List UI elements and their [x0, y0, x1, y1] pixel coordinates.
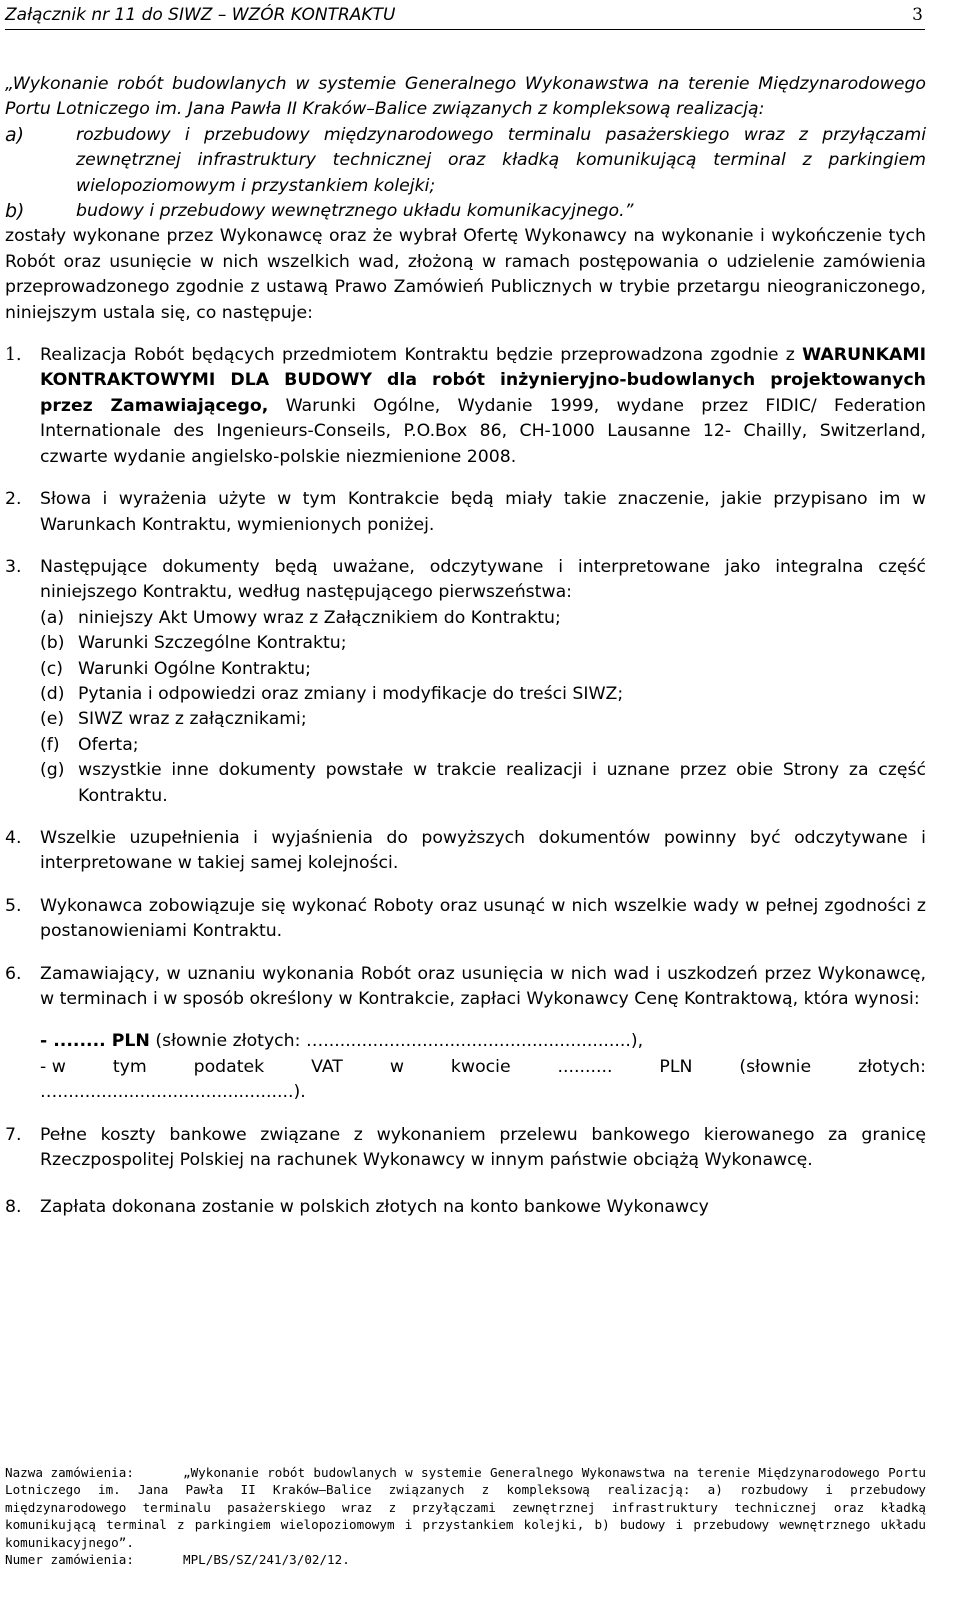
section-4: [5, 826, 926, 877]
section-1-pre: Realizacja Robót będących przedmiotem Kontraktu będzie przeprowadzona zgodnie z: [40, 345, 803, 366]
vat-word: (słownie: [739, 1056, 812, 1077]
section-number: 7.: [5, 1124, 22, 1145]
price-amount: - ........ PLN: [40, 1031, 150, 1052]
document-body: [5, 72, 926, 1221]
list-item-text: Warunki Szczególne Kontraktu;: [78, 633, 347, 654]
price-words: (słownie złotych: …........................................................),: [149, 1031, 644, 1052]
footer-name-text: „Wykonanie robót budowlanych w systemie Generalnego Wykonawstwa na terenie Międzynarodowego Portu Lotniczego im. Jana Pawła II Kraków–Balice związanych z kompleksową realizacją: a) rozbudowy i przebudowy międzynarodowego terminalu pasażerskiego wraz z przyłączami zewnętrznej infrastruktury technicznej oraz kładką komunikującą terminal z parkingiem wielopoziomowym i przystankiem kolejki, b) budowy i przebudowy wewnętrznego układu komunikacyjnego”.: [5, 1465, 926, 1550]
list-item-label: (d): [40, 683, 65, 704]
section-5: [5, 894, 926, 945]
list-item: [40, 606, 926, 631]
vat-word: w: [389, 1056, 404, 1077]
footer-order-name: [5, 1464, 926, 1551]
page-footer: [5, 1464, 926, 1568]
section-7: [5, 1123, 926, 1174]
footer-order-number: [5, 1551, 926, 1568]
list-item-text: Oferta;: [78, 734, 139, 755]
section-text: Zapłata dokonana zostanie w polskich złotych na konto bankowe Wykonawcy: [40, 1197, 709, 1218]
vat-words-line: …...........................................).: [40, 1082, 306, 1103]
list-item-label: (c): [40, 658, 63, 679]
vat-word: VAT: [311, 1056, 343, 1077]
document-precedence-list: [40, 606, 926, 809]
scope-list: [5, 123, 926, 225]
scope-item-text: rozbudowy i przebudowy międzynarodowego terminalu pasażerskiego wraz z przyłączami zewnętrznej infrastruktury technicznej oraz kładką komunikującą terminal z parkingiem wielopoziomowym i przystankiem kolejki;: [76, 124, 926, 196]
footer-number-value: MPL/BS/SZ/241/3/02/12.: [183, 1552, 350, 1568]
price-block: [5, 1029, 926, 1105]
list-item-label: (b): [40, 633, 65, 654]
scope-item-label: a): [5, 123, 25, 146]
list-item: [40, 682, 926, 707]
vat-word: złotych:: [858, 1056, 926, 1077]
section-text: Wszelkie uzupełnienia i wyjaśnienia do powyższych dokumentów powinny być odczytywane i interpretowane w takiej samej kolejności.: [40, 827, 926, 874]
list-item-text: Warunki Ogólne Kontraktu;: [78, 658, 311, 679]
footer-name-label: Nazwa zamówienia:: [5, 1465, 134, 1480]
section-number: 2.: [5, 489, 22, 510]
page-number: 3: [912, 5, 923, 25]
list-item-label: (e): [40, 709, 65, 730]
scope-item-label: b): [5, 200, 25, 223]
footer-number-label: Numer zamówienia:: [5, 1552, 134, 1568]
section-number: 6.: [5, 963, 22, 984]
price-line: [40, 1029, 926, 1054]
section-text: Zamawiający, w uznaniu wykonania Robót oraz usunięcia w nich wad i uszkodzeń przez Wykonawcę, w terminach i w sposób określony w Kontrakcie, zapłaci Wykonawcy Cenę Kontraktową, która wynosi:: [40, 963, 926, 1009]
section-text: Pełne koszty bankowe związane z wykonaniem przelewu bankowego kierowanego za granicę Rzeczpospolitej Polskiej na rachunek Wykonawcy w innym państwie obciążą Wykonawcę.: [40, 1124, 926, 1171]
section-2: [5, 487, 926, 538]
section-number: 3.: [5, 556, 22, 577]
section-6: [5, 962, 926, 1013]
vat-line: [40, 1055, 926, 1080]
vat-word: podatek: [193, 1056, 265, 1077]
list-item-text: Pytania i odpowiedzi oraz zmiany i modyfikacje do treści SIWZ;: [78, 683, 624, 704]
section-1-bold: WARUNKAMI KONTRAKTOWYMI DLA BUDOWY dla robót inżynieryjno-budowlanych projektowanych przez Zamawiającego,: [40, 345, 926, 416]
list-item-label: (a): [40, 607, 65, 628]
section-3: [5, 555, 926, 809]
list-item-label: (f): [40, 734, 60, 755]
section-number: 1.: [5, 345, 22, 366]
vat-word: ..........: [557, 1056, 613, 1077]
vat-word: PLN: [659, 1056, 693, 1077]
list-item-text: niniejszy Akt Umowy wraz z Załącznikiem do Kontraktu;: [78, 607, 561, 628]
list-item-label: (g): [40, 760, 65, 781]
section-number: 8.: [5, 1197, 22, 1218]
scope-item-a: [5, 123, 926, 199]
list-item: [40, 758, 926, 809]
list-item: [40, 733, 926, 758]
section-1: [5, 343, 926, 470]
scope-item-b: [5, 199, 926, 224]
section-text: Wykonawca zobowiązuje się wykonać Roboty oraz usunąć w nich wszelkie wady w pełnej zgodności z postanowieniami Kontraktu.: [40, 895, 926, 942]
list-item: [40, 657, 926, 682]
list-item: [40, 631, 926, 656]
header-title: Załącznik nr 11 do SIWZ – WZÓR KONTRAKTU: [5, 5, 396, 25]
contract-title: „Wykonanie robót budowlanych w systemie Generalnego Wykonawstwa na terenie Międzynarodowego Portu Lotniczego im. Jana Pawła II Kraków–Balice związanych z kompleksową realizacją:: [5, 74, 926, 120]
section-8: [5, 1195, 926, 1220]
list-item-text: wszystkie inne dokumenty powstałe w trakcie realizacji i uznane przez obie Strony za część Kontraktu.: [78, 760, 926, 806]
intro-continuation: zostały wykonane przez Wykonawcę oraz że wybrał Ofertę Wykonawcy na wykonanie i wykończenie tych Robót oraz usunięcie w nich wszelkich wad, złożoną w ramach postępowania o udzielenie zamówienia przeprowadzonego zgodnie z ustawą Prawo Zamówień Publicznych w trybie przetargu nieograniczonego, niniejszym ustala się, co następuje:: [5, 226, 926, 323]
page-header: [5, 3, 925, 30]
section-number: 5.: [5, 895, 22, 916]
vat-word: kwocie: [450, 1056, 511, 1077]
scope-item-text: budowy i przebudowy wewnętrznego układu komunikacyjnego.”: [76, 201, 634, 222]
vat-word: - w: [40, 1056, 66, 1077]
section-1-post: Warunki Ogólne, Wydanie 1999, wydane przez FIDIC/ Federation Internationale des Ingenieurs-Conseils, P.O.Box 86, CH-1000 Lausanne 12- Chailly, Switzerland, czwarte wydanie angielsko-polskie niezmienione 2008.: [40, 395, 927, 467]
section-text: Słowa i wyrażenia użyte w tym Kontrakcie będą miały takie znaczenie, jakie przypisano im w Warunkach Kontraktu, wymienionych poniżej.: [40, 489, 926, 535]
vat-word: tym: [112, 1056, 147, 1077]
section-number: 4.: [5, 827, 22, 848]
list-item-text: SIWZ wraz z załącznikami;: [78, 709, 307, 730]
list-item: [40, 707, 926, 732]
section-text: Następujące dokumenty będą uważane, odczytywane i interpretowane jako integralna część niniejszego Kontraktu, według następującego pierwszeństwa:: [40, 556, 926, 603]
